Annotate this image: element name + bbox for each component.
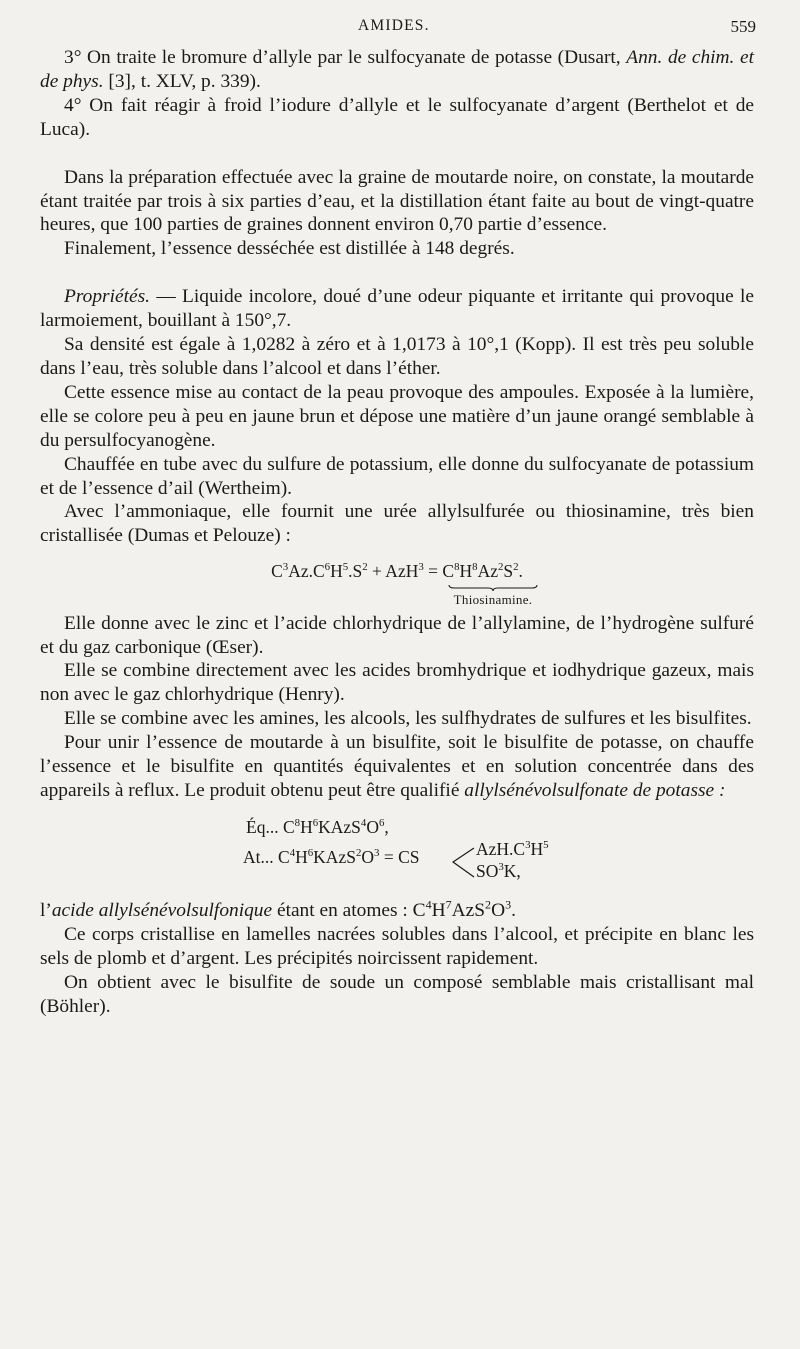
- compound-name-sulfonate: allylsénévolsulfonate de potasse :: [464, 779, 726, 801]
- paragraph-soda-bisulfite: On obtient avec le bisulfite de soude un composé semblable mais cristallisant mal (Böhler).: [40, 971, 754, 1017]
- paragraph-acid-atoms: l’acide allylsénévolsulfonique étant en atomes : $C^4H^7AzS^2O^3$.: [40, 897, 516, 921]
- paragraph-bisulfite: Pour unir l’essence de moutarde à un bisulfite, soit le bisulfite de potasse, on chauffe l’essence et le bisulfite en quantités équivalentes et en solution concentrée dans des appareils à reflux. Le produit obtenu peut être qualifié allylsénévolsulfonate de potasse :: [40, 732, 754, 801]
- cs-group: CS: [398, 846, 420, 867]
- paragraph-zinc: Elle donne avec le zinc et l’acide chlorhydrique de l’allylamine, de l’hydrogène sulfuré et du gaz carbonique (Œser).: [40, 612, 754, 658]
- page-header: [0, 17, 800, 39]
- paragraph-acids: Elle se combine directement avec les acides bromhydrique et iodhydrique gazeux, mais non avec le gaz chlorhydrique (Henry).: [40, 660, 754, 706]
- paragraph-preparation: Dans la préparation effectuée avec la graine de moutarde noire, on constate, la moutarde étant traitée par trois à six parties d’eau, et la distillation étant faite au bout de vingt-quatre heures, que 100 parties de graines donnent environ 0,70 partie d’essence.: [40, 166, 754, 236]
- paragraph-amines: Elle se combine avec les amines, les alcools, les sulfhydrates de sulfures et les bisulfites.: [64, 708, 752, 730]
- thiosinamine-formula: [40, 562, 754, 605]
- paragraph-distillation: Finalement, l’essence desséchée est distillée à 148 degrés.: [64, 238, 515, 260]
- compound-name-acid: acide allylsénévolsulfonique: [51, 899, 273, 921]
- paragraph-potassium-sulfide: Chauffée en tube avec du sulfure de potassium, elle donne du sulfocyanate de potassium et de l’essence d’ail (Wertheim).: [40, 453, 754, 499]
- equivalents-atoms-formulas: [40, 816, 754, 895]
- paragraph-method-3: 3° On traite le bromure d’allyle par le sulfocyanate de potasse (Dusart, Ann. de chim. et de phys. [3], t. XLV, p. 339).: [40, 47, 754, 92]
- paragraph-skin-contact: Cette essence mise au contact de la peau provoque des ampoules. Exposée à la lumière, elle se colore peu à peu en jaune brun et dépose une matière d’un jaune orangé semblable à du persulfocyanogène.: [40, 381, 754, 451]
- section-heading-properties: Propriétés.: [64, 286, 150, 308]
- eq-label: Éq...: [246, 816, 279, 837]
- acid-formula: $C^4H^7AzS^2O^3$.: [412, 897, 516, 921]
- underbrace-icon: [448, 584, 538, 592]
- paragraph-method-4: 4° On fait réagir à froid l’iodure d’allyle et le sulfocyanate d’argent (Berthelot et de Luca).: [40, 94, 754, 140]
- paragraph-crystals: Ce corps cristallise en lamelles nacrées solubles dans l’alcool, et précipite en blanc les sels de plomb et d’argent. Les précipités noircissent rapidement.: [40, 923, 754, 969]
- branch-bracket-icon: [450, 846, 476, 880]
- formula-atoms: At... $C^4H^6KAzS^2O^3$ = CS $AzH.C^3H^5$ $SO^3K$,: [40, 849, 754, 895]
- thiosinamine-label: Thiosinamine.: [453, 591, 533, 607]
- at-label: At...: [243, 846, 274, 867]
- page-number: 559: [730, 17, 756, 36]
- paragraph-ammonia: Avec l’ammoniaque, elle fournit une urée allylsulfurée ou thiosinamine, très bien cristallisée (Dumas et Pelouze) :: [40, 501, 754, 547]
- paragraph-properties: Propriétés. — Liquide incolore, doué d’une odeur piquante et irritante qui provoque le larmoiement, bouillant à 150°,7.: [40, 286, 754, 332]
- body-text: [40, 46, 754, 1018]
- journal-title: Ann. de chim. et de phys.: [40, 47, 754, 92]
- formula-equation: $C^3Az.C^6H^5.S^2 + AzH^3 = C^8H^8Az^2S^2$.: [271, 561, 523, 582]
- formula-branch: $AzH.C^3H^5$ $SO^3K$,: [448, 841, 548, 891]
- formula-equivalents: Éq... $C^8H^6KAzS^4O^6$,: [246, 816, 389, 837]
- paragraph-density: Sa densité est égale à 1,0282 à zéro et à 1,0173 à 10°,1 (Kopp). Il est très peu soluble dans l’eau, très soluble dans l’alcool et dans l’éther.: [40, 334, 754, 379]
- running-title: AMIDES.: [358, 17, 430, 34]
